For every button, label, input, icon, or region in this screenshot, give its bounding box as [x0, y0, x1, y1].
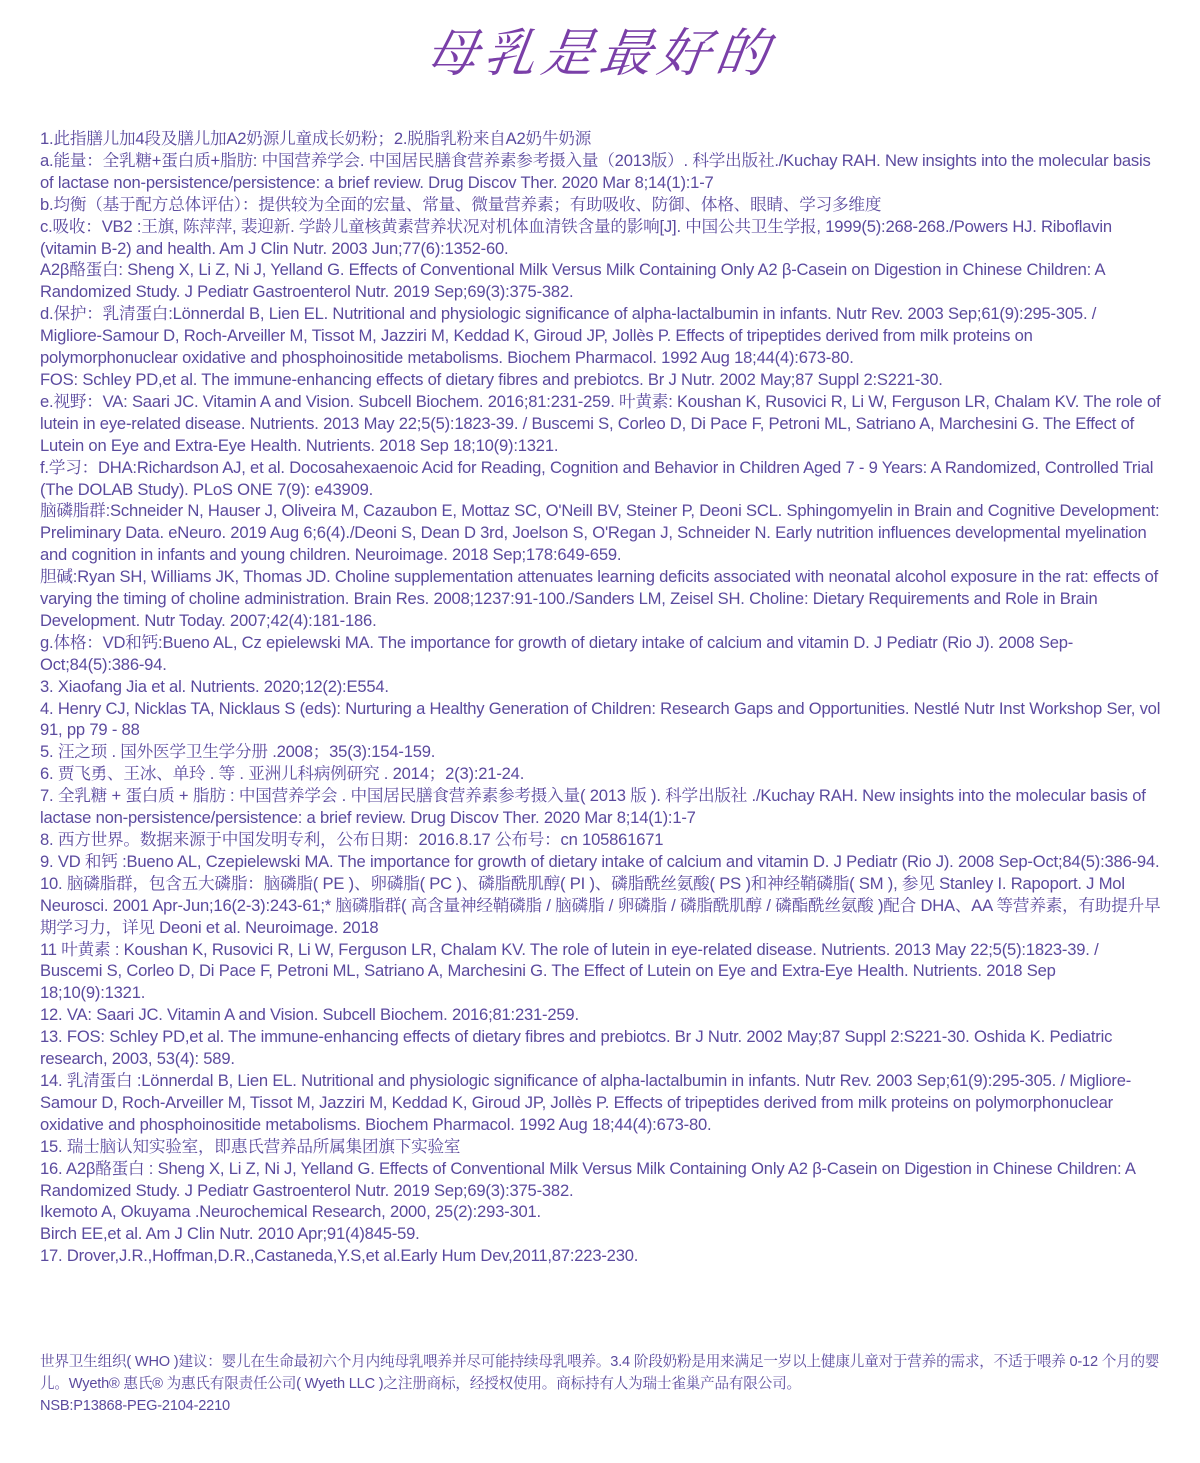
reference-item: 8. 西方世界。数据来源于中国发明专利，公布日期：2016.8.17 公布号：cn 105861671 — [40, 830, 664, 849]
reference-item: 11 叶黄素 : Koushan K, Rusovici R, Li W, Ferguson LR, Chalam KV. The role of lutein in eye-related disease. Nutrients. 2013 May 22;5(5):1823-39. / Buscemi S, Corleo D, Di Pace F, Petroni ML, Satriano A, Marchesini G. The Effect of Lutein on Eye and Extra-Eye Health. Nutrients. 2018 Sep 18;10(9):1321. — [40, 939, 1099, 1003]
reference-item: 7. 全乳糖 + 蛋白质 + 脂肪 : 中国营养学会 . 中国居民膳食营养素参考摄入量( 2013 版 ). 科学出版社 ./Kuchay RAH. New insights into the molecular basis of lactase non-persistence/persistence: a brief review. Drug Discov Ther. 2020 Mar 8;14(1):1-7 — [40, 786, 1146, 828]
document-code: NSB:P13868-PEG-2104-2210 — [40, 1397, 230, 1414]
reference-item: A2β酪蛋白: Sheng X, Li Z, Ni J, Yelland G. Effects of Conventional Milk Versus Milk Containing Only A2 β-Casein on Digestion in Chinese Children: A Randomized Study. J Pediatr Gastroenterol Nutr. 2019 Sep;69(3):375-382. — [40, 260, 1105, 302]
reference-item: e.视野：VA: Saari JC. Vitamin A and Vision. Subcell Biochem. 2016;81:231-259. 叶黄素: Koushan K, Rusovici R, Li W, Ferguson LR, Chalam KV. The role of lutein in eye-related disease. Nutrients. 2013 May 22;5(5):1823-39. / Buscemi S, Corleo D, Di Pace F, Petroni ML, Satriano A, Marchesini G. The Effect of Lutein on Eye and Extra-Eye Health. Nutrients. 2018 Sep 18;10(9):1321. — [40, 391, 1161, 455]
reference-item: d.保护：乳清蛋白:Lönnerdal B, Lien EL. Nutritional and physiologic significance of alpha-lactalbumin in infants. Nutr Rev. 2003 Sep;61(9):295-305. / Migliore-Samour D, Roch-Arveiller M, Tissot M, Jazziri M, Keddad K, Giroud JP, Jollès P. Effects of tripeptides derived from milk proteins on polymorphonuclear oxidative and phosphoinositide metabolisms. Biochem Pharmacol. 1992 Aug 18;44(4):673-80. — [40, 304, 1097, 368]
reference-item: 3. Xiaofang Jia et al. Nutrients. 2020;12(2):E554. — [40, 676, 389, 696]
reference-list — [40, 128, 1162, 1267]
reference-item: Birch EE,et al. Am J Clin Nutr. 2010 Apr;91(4)845-59. — [40, 1224, 420, 1244]
reference-item: g.体格：VD和钙:Bueno AL, Cz epielewski MA. The importance for growth of dietary intake of calcium and vitamin D. J Pediatr (Rio J). 2008 Sep-Oct;84(5):386-94. — [40, 632, 1074, 674]
reference-item: 12. VA: Saari JC. Vitamin A and Vision. Subcell Biochem. 2016;81:231-259. — [40, 1005, 579, 1025]
reference-item: FOS: Schley PD,et al. The immune-enhancing effects of dietary fibres and prebiotcs. Br J Nutr. 2002 May;87 Suppl 2:S221-30. — [40, 369, 943, 389]
reference-item: 4. Henry CJ, Nicklas TA, Nicklaus S (eds): Nurturing a Healthy Generation of Children: Research Gaps and Opportunities. Nestlé Nutr Inst Workshop Ser, vol 91, pp 79 - 88 — [40, 698, 1161, 740]
reference-item: 17. Drover,J.R.,Hoffman,D.R.,Castaneda,Y.S,et al.Early Hum Dev,2011,87:223-230. — [40, 1246, 639, 1266]
reference-item: 13. FOS: Schley PD,et al. The immune-enhancing effects of dietary fibres and prebiotcs. Br J Nutr. 2002 May;87 Suppl 2:S221-30. Oshida K. Pediatric research, 2003, 53(4): 589. — [40, 1027, 1113, 1069]
reference-item: b.均衡（基于配方总体评估）：提供较为全面的宏量、常量、微量营养素；有助吸收、防御、体格、眼睛、学习多维度 — [40, 194, 882, 214]
reference-item: c.吸收：VB2 :王旗, 陈萍萍, 裴迎新. 学龄儿童核黄素营养状况对机体血清铁含量的影响[J]. 中国公共卫生学报, 1999(5):268-268./Powers HJ. Riboflavin (vitamin B-2) and health. Am J Clin Nutr. 2003 Jun;77(6):1352-60. — [40, 216, 1112, 258]
reference-item: 9. VD 和钙 :Bueno AL, Czepielewski MA. The importance for growth of dietary intake of calcium and vitamin D. J Pediatr (Rio J). 2008 Sep-Oct;84(5):386-94. — [40, 851, 1160, 871]
reference-item: f.学习：DHA:Richardson AJ, et al. Docosahexaenoic Acid for Reading, Cognition and Behavior in Children Aged 7 - 9 Years: A Randomized, Controlled Trial (The DOLAB Study). PLoS ONE 7(9): e43909. — [40, 457, 1154, 499]
page-title: 母乳是最好的 — [421, 24, 779, 84]
reference-item: 1.此指膳儿加4段及膳儿加A2奶源儿童成长奶粉；2.脱脂乳粉来自A2奶牛奶源 — [40, 129, 592, 148]
reference-item: 16. A2β酪蛋白 : Sheng X, Li Z, Ni J, Yelland G. Effects of Conventional Milk Versus Milk Containing Only A2 β-Casein on Digestion in Chinese Children: A Randomized Study. J Pediatr Gastroenterol Nutr. 2019 Sep;69(3):375-382. — [40, 1158, 1135, 1200]
reference-item: 胆碱:Ryan SH, Williams JK, Thomas JD. Choline supplementation attenuates learning deficits associated with neonatal alcohol exposure in the rat: effects of varying the timing of choline administration. Brain Res. 2008;1237:91-100./Sanders LM, Zeisel SH. Choline: Dietary Requirements and Role in Brain Development. Nutr Today. 2007;42(4):181-186. — [40, 567, 1159, 630]
reference-item: 15. 瑞士脑认知实验室，即惠氏营养品所属集团旗下实验室 — [40, 1136, 461, 1156]
reference-item: a.能量：全乳糖+蛋白质+脂肪: 中国营养学会. 中国居民膳食营养素参考摄入量（2013版）. 科学出版社./Kuchay RAH. New insights into the molecular basis of lactase non-persistence/persistence: a brief review. Drug Discov Ther. 2020 Mar 8;14(1):1-7 — [40, 150, 1151, 192]
reference-item: 6. 贾飞勇、王冰、单玲 . 等 . 亚洲儿科病例研究 . 2014；2(3):21-24. — [40, 764, 525, 784]
reference-item: 脑磷脂群:Schneider N, Hauser J, Oliveira M, Cazaubon E, Mottaz SC, O'Neill BV, Steiner P, Deoni SCL. Sphingomyelin in Brain and Cognitive Development: Preliminary Data. eNeuro. 2019 Aug 6;6(4)./Deoni S, Dean D 3rd, Joelson S, O'Regan J, Schneider N. Early nutrition influences developmental myelination and cognition in infants and young children. Neuroimage. 2018 Sep;178:649-659. — [40, 501, 1160, 565]
who-notice: 世界卫生组织( WHO )建议：婴儿在生命最初六个月内纯母乳喂养并尽可能持续母乳喂养。3.4 阶段奶粉是用来满足一岁以上健康儿童对于营养的需求，不适于喂养 0-12 个月的婴儿。Wyeth® 惠氏® 为惠氏有限责任公司( Wyeth LLC )之注册商标，经授权使用。商标持有人为瑞士雀巢产品有限公司。 — [40, 1354, 1160, 1392]
reference-item: 14. 乳清蛋白 :Lönnerdal B, Lien EL. Nutritional and physiologic significance of alpha-lactalbumin in infants. Nutr Rev. 2003 Sep;61(9):295-305. / Migliore-Samour D, Roch-Arveiller M, Tissot M, Jazziri M, Keddad K, Giroud JP, Jollès P. Effects of tripeptides derived from milk proteins on polymorphonuclear oxidative and phosphoinositide metabolisms. Biochem Pharmacol. 1992 Aug 18;44(4):673-80. — [40, 1070, 1132, 1134]
reference-item: 10. 脑磷脂群，包含五大磷脂：脑磷脂( PE )、卵磷脂( PC )、磷脂酰肌醇( PI )、磷脂酰丝氨酸( PS )和神经鞘磷脂( SM ), 参见 Stanley I. Rapoport. J Mol Neurosci. 2001 Apr-Jun;16(2-3):243-61;* 脑磷脂群( 高含量神经鞘磷脂 / 脑磷脂 / 卵磷脂 / 磷脂酰肌醇 / 磷酯酰丝氨酸 )配合 DHA、AA 等营养素，有助提升早期学习力，详见 Deoni et al. Neuroimage. 2018 — [40, 873, 1161, 937]
reference-item: 5. 汪之顼 . 国外医学卫生学分册 .2008；35(3):154-159. — [40, 742, 436, 762]
legal-footer — [40, 1352, 1162, 1418]
reference-item: Ikemoto A, Okuyama .Neurochemical Research, 2000, 25(2):293-301. — [40, 1202, 541, 1222]
